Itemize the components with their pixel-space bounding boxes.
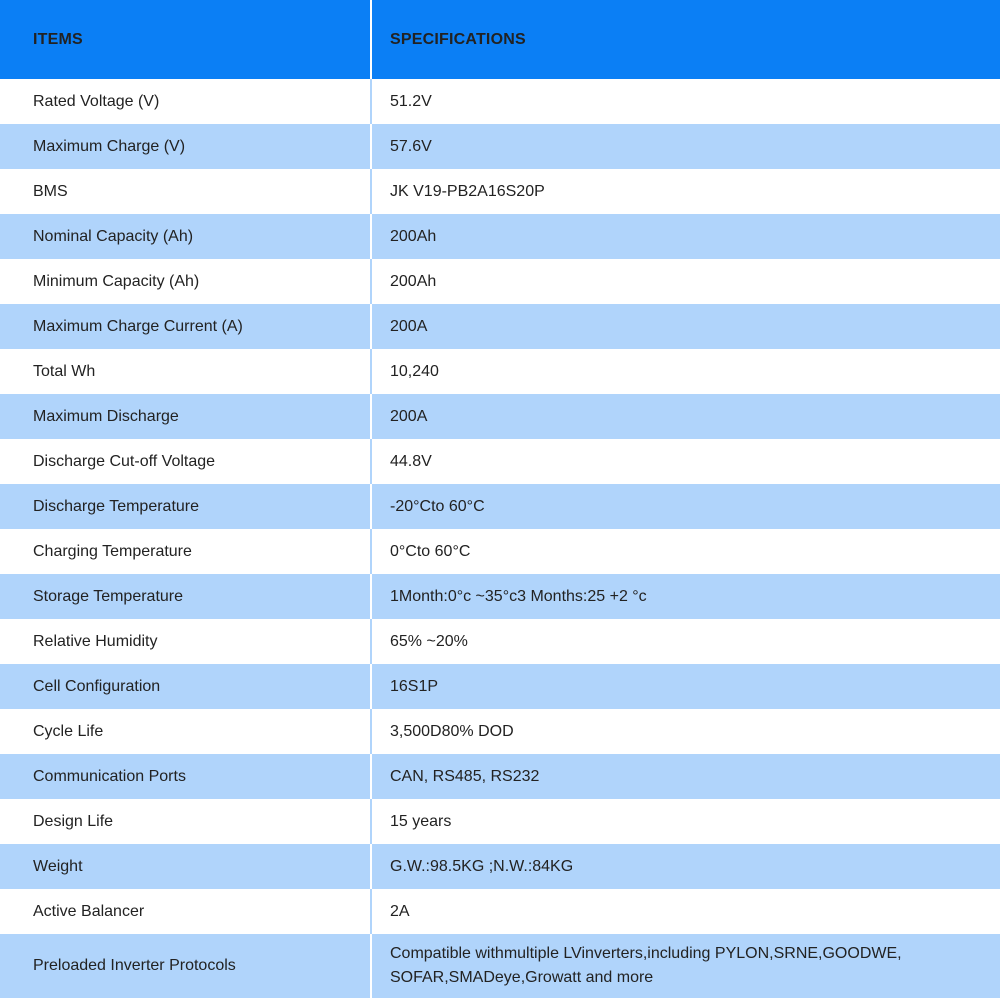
- spec-cell: 15 years: [390, 812, 452, 830]
- spec-cell: CAN, RS485, RS232: [390, 767, 540, 785]
- spec-cell: 51.2V: [390, 92, 432, 110]
- table-row: [0, 619, 1000, 664]
- spec-cell: -20°Cto 60°C: [390, 497, 485, 515]
- item-cell: Weight: [0, 844, 372, 889]
- table-row: [0, 439, 1000, 484]
- specifications-column-header: SPECIFICATIONS: [390, 30, 526, 48]
- item-cell: Maximum Discharge: [0, 394, 372, 439]
- table-row: [0, 394, 1000, 439]
- item-cell: Cell Configuration: [0, 664, 372, 709]
- table-row: [0, 79, 1000, 124]
- table-row: [0, 214, 1000, 259]
- item-cell: Total Wh: [0, 349, 372, 394]
- item-cell: Active Balancer: [0, 889, 372, 934]
- item-cell: Relative Humidity: [0, 619, 372, 664]
- spec-cell: 200Ah: [390, 272, 437, 290]
- spec-cell: 57.6V: [390, 137, 432, 155]
- spec-cell: G.W.:98.5KG ;N.W.:84KG: [390, 857, 574, 875]
- spec-cell: 65% ~20%: [390, 632, 468, 650]
- spec-cell: [372, 934, 1000, 998]
- table-row: [0, 799, 1000, 844]
- item-cell: Preloaded Inverter Protocols: [0, 934, 372, 998]
- item-cell: Cycle Life: [0, 709, 372, 754]
- item-cell: Maximum Charge Current (A): [0, 304, 372, 349]
- table-header: [0, 0, 1000, 79]
- table-row: [0, 709, 1000, 754]
- table-row: [0, 124, 1000, 169]
- table-row: [0, 169, 1000, 214]
- item-cell: Nominal Capacity (Ah): [0, 214, 372, 259]
- item-cell: Communication Ports: [0, 754, 372, 799]
- spec-text: Compatible withmultiple LVinverters,including PYLON,SRNE,GOODWE, SOFAR,SMADeye,Growatt and more: [390, 945, 902, 986]
- spec-cell: 200A: [390, 407, 428, 425]
- spec-cell: 200Ah: [390, 227, 437, 245]
- item-cell: Discharge Cut-off Voltage: [0, 439, 372, 484]
- item-cell: Discharge Temperature: [0, 484, 372, 529]
- spec-cell: 200A: [390, 317, 428, 335]
- spec-cell: 10,240: [390, 362, 439, 380]
- spec-cell: 0°Cto 60°C: [390, 542, 471, 560]
- item-cell: BMS: [0, 169, 372, 214]
- item-cell: Storage Temperature: [0, 574, 372, 619]
- table-row: [0, 304, 1000, 349]
- table-row: [0, 529, 1000, 574]
- spec-cell: 2A: [390, 902, 410, 920]
- table-row: [0, 889, 1000, 934]
- table-row: [0, 934, 1000, 998]
- spec-cell: 3,500D80% DOD: [390, 722, 514, 740]
- spec-cell: 16S1P: [390, 677, 439, 695]
- item-cell: Maximum Charge (V): [0, 124, 372, 169]
- item-cell: Design Life: [0, 799, 372, 844]
- table-row: [0, 844, 1000, 889]
- items-column-header: ITEMS: [0, 0, 372, 79]
- spec-cell: JK V19-PB2A16S20P: [390, 182, 545, 200]
- table-row: [0, 664, 1000, 709]
- table-row: [0, 349, 1000, 394]
- table-row: [0, 259, 1000, 304]
- spec-cell: 1Month:0°c ~35°c3 Months:25 +2 °c: [390, 587, 647, 605]
- spec-cell: 44.8V: [390, 452, 432, 470]
- item-cell: Minimum Capacity (Ah): [0, 259, 372, 304]
- item-cell: Rated Voltage (V): [0, 79, 372, 124]
- table-row: [0, 574, 1000, 619]
- item-cell: Charging Temperature: [0, 529, 372, 574]
- table-row: [0, 754, 1000, 799]
- table-row: [0, 484, 1000, 529]
